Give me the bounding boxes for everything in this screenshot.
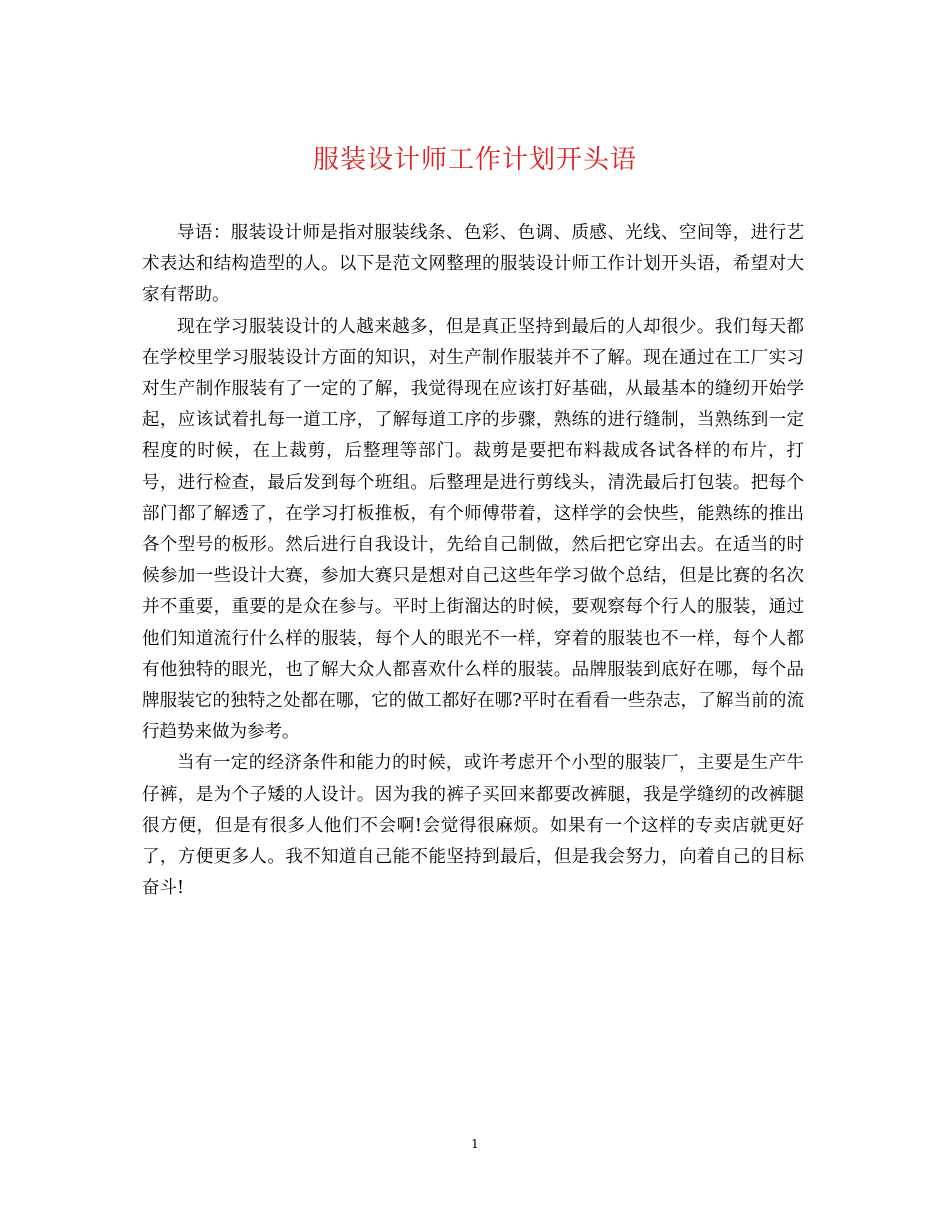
paragraph-intro: 导语：服装设计师是指对服装线条、色彩、色调、质感、光线、空间等，进行艺术表达和结构造型的人。以下是范文网整理的服装设计师工作计划开头语，希望对大家有帮助。 xyxy=(142,223,804,306)
page-number: 1 xyxy=(471,1137,479,1151)
paragraph-plan: 当有一定的经济条件和能力的时候，或许考虑开个小型的服装厂，主要是生产牛仔裤，是为个子矮的人设计。因为我的裤子买回来都要改裤腿，我是学缝纫的改裤腿很方便，但是有很多人他们不会啊!会觉得很麻烦。如果有一个这样的专卖店就更好了，方便更多人。我不知道自己能不能坚持到最后，但是我会努力，向着自己的目标奋斗! xyxy=(142,753,804,899)
page-title: 服装设计师工作计划开头语 xyxy=(312,145,637,175)
paragraph-learning: 现在学习服装设计的人越来越多，但是真正坚持到最后的人却很少。我们每天都在学校里学习服装设计方面的知识，对生产制作服装并不了解。现在通过在工厂实习对生产制作服装有了一定的了解，我觉得现在应该打好基础，从最基本的缝纫开始学起，应该试着扎每一道工序，了解每道工序的步骤，熟练的进行缝制，当熟练到一定程度的时候，在上裁剪，后整理等部门。裁剪是要把布料裁成各试各样的布片，打号，进行检查，最后发到每个班组。后整理是进行剪线头，清洗最后打包装。把每个部门都了解透了，在学习打板推板，有个师傅带着，这样学的会快些，能熟练的推出各个型号的板形。然后进行自我设计，先给自己制做，然后把它穿出去。在适当的时候参加一些设计大赛，参加大赛只是想对自己这些年学习做个总结，但是比赛的名次并不重要，重要的是众在参与。平时上街溜达的时候，要观察每个行人的服装，通过他们知道流行什么样的服装，每个人的眼光不一样，穿着的服装也不一样，每个人都有他独特的眼光，也了解大众人都喜欢什么样的服装。品牌服装到底好在哪，每个品牌服装它的独特之处都在哪，它的做工都好在哪?平时在看看一些杂志，了解当前的流行趋势来做为参考。 xyxy=(142,316,804,743)
body-text xyxy=(142,218,804,904)
